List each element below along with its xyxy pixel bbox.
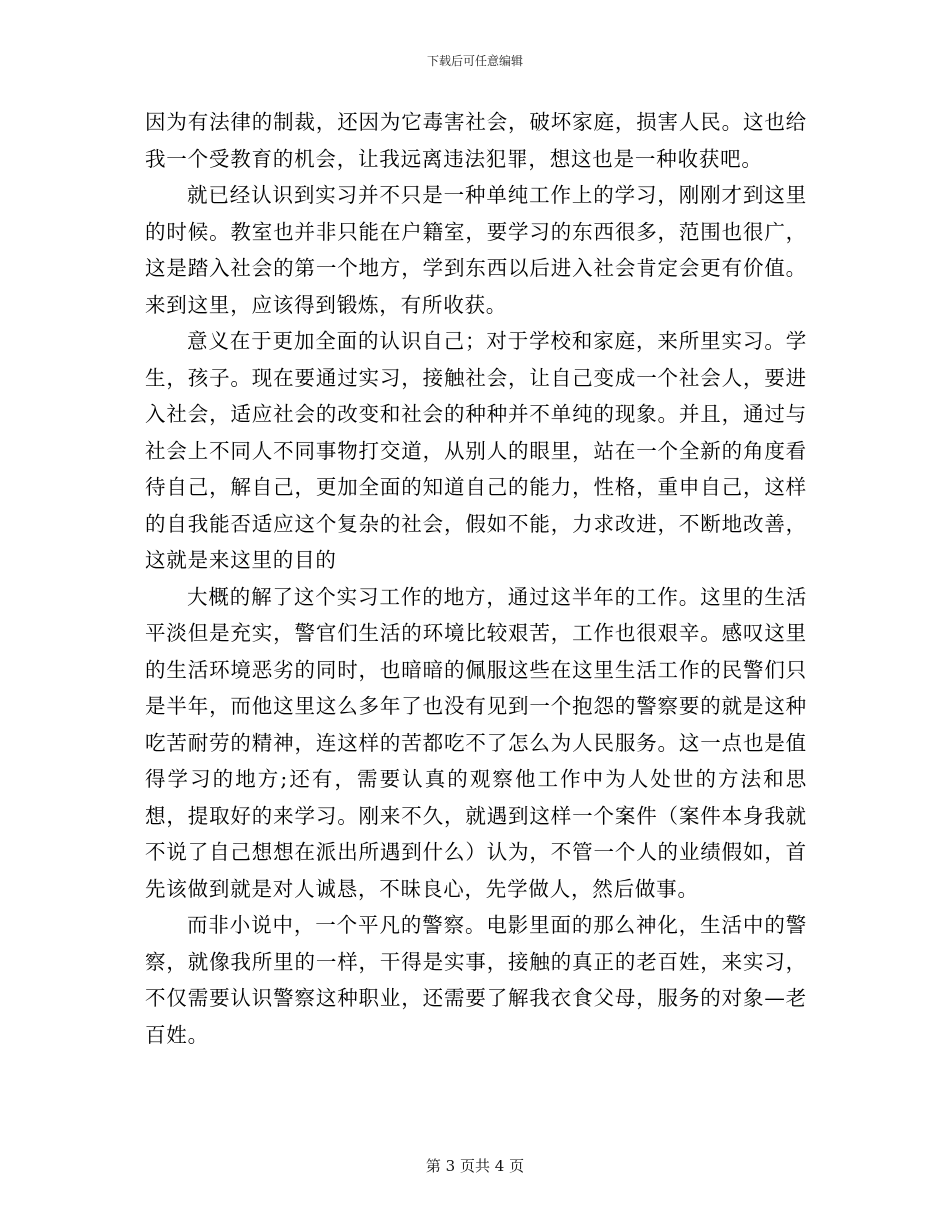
paragraph-4: 大概的解了这个实习工作的地方，通过这半年的工作。这里的生活平淡但是充实，警官们生活的环境比较艰苦，工作也很艰辛。感叹这里的生活环境恶劣的同时，也暗暗的佩服这些在这里生活工作的民警们只是半年，而他这里这么多年了也没有见到一个抱怨的警察要的就是这种吃苦耐劳的精神，连这样的苦都吃不了怎么为人民服务。这一点也是值得学习的地方;还有，需要认真的观察他工作中为人处世的方法和思想，提取好的来学习。刚来不久，就遇到这样一个案件（案件本身我就不说了自己想想在派出所遇到什么）认为，不管一个人的业绩假如，首先该做到就是对人诚恳，不昧良心，先学做人，然后做事。	[145, 584, 807, 901]
page-header: 下载后可任意编辑	[426, 54, 523, 68]
paragraph-5: 而非小说中，一个平凡的警察。电影里面的那么神化，生活中的警察，就像我所里的一样，干得是实事，接触的真正的老百姓，来实习，不仅需要认识警察这种职业，还需要了解我衣食父母，服务的对象—老百姓。	[145, 913, 807, 1047]
paragraph-2: 就已经认识到实习并不只是一种单纯工作上的学习，刚刚才到这里的时候。教室也并非只能在户籍室，要学习的东西很多，范围也很广，这是踏入社会的第一个地方，学到东西以后进入社会肯定会更有价值。来到这里，应该得到锻炼，有所收获。	[145, 183, 807, 317]
document-body	[145, 104, 807, 1053]
paragraph-3: 意义在于更加全面的认识自己；对于学校和家庭，来所里实习。学生，孩子。现在要通过实习，接触社会，让自己变成一个社会人，要进入社会，适应社会的改变和社会的种种并不单纯的现象。并且，通过与社会上不同人不同事物打交道，从别人的眼里，站在一个全新的角度看待自己，解自己，更加全面的知道自己的能力，性格，重申自己，这样的自我能否适应这个复杂的社会，假如不能，力求改进，不断地改善，这就是来这里的目的	[145, 329, 807, 572]
page-footer: 第 3 页共 4 页	[425, 1157, 525, 1175]
paragraph-1: 因为有法律的制裁，还因为它毒害社会，破坏家庭，损害人民。这也给我一个受教育的机会，让我远离违法犯罪，想这也是一种收获吧。	[145, 110, 807, 171]
